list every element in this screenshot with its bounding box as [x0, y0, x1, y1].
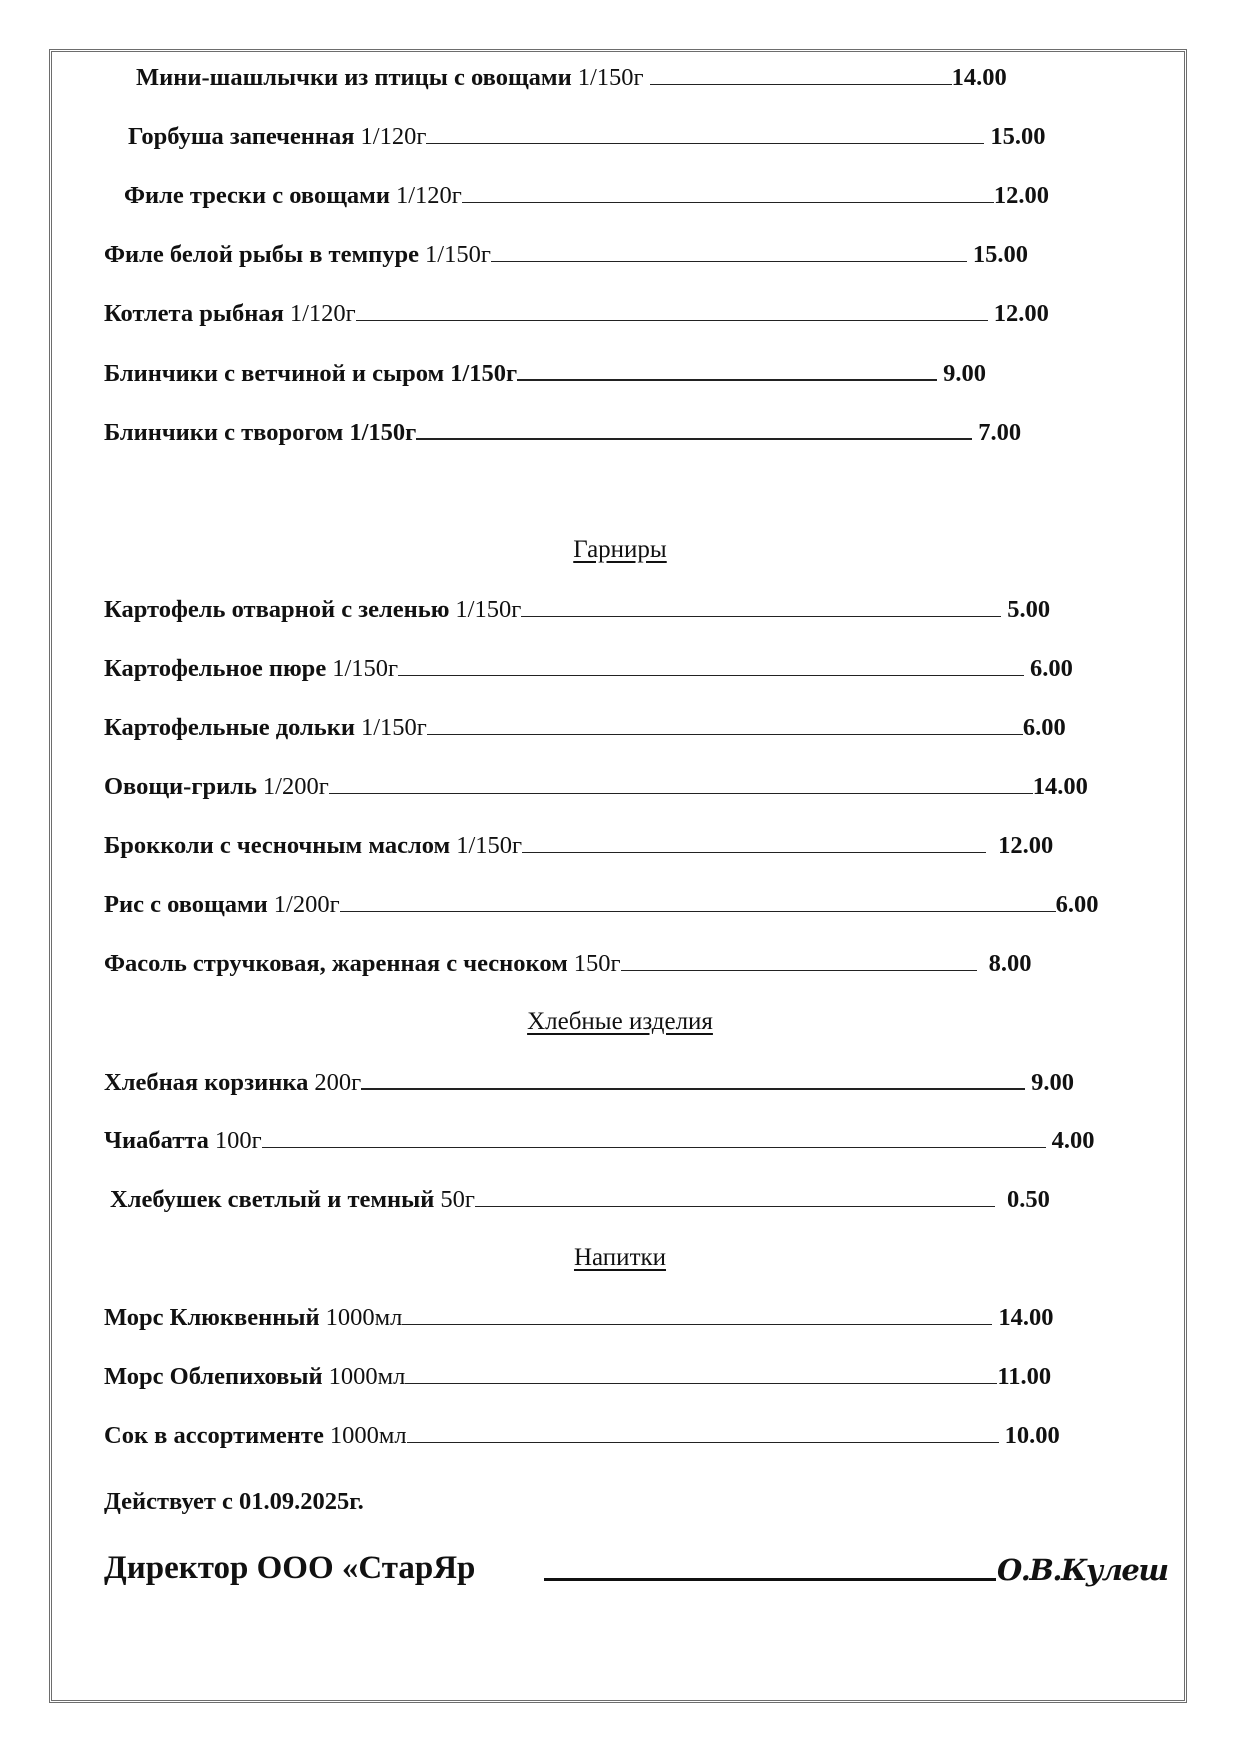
item-weight: 1/150г [456, 832, 523, 859]
menu-item [0, 62, 1007, 92]
item-weight: 1/150г [450, 360, 518, 387]
item-price: 10.00 [1004, 1422, 1060, 1449]
signature-title: Директор ООО «СтарЯр [104, 1550, 476, 1586]
menu-item [0, 357, 986, 387]
item-price: 9.00 [1031, 1069, 1075, 1096]
item-weight: 1/150г [360, 714, 427, 741]
item-price: 14.00 [1032, 773, 1088, 800]
menu-item [0, 1066, 1074, 1096]
item-name: Хлебушек светлый и темный [110, 1186, 435, 1213]
dotted-leader [650, 62, 952, 85]
dotted-leader [416, 416, 972, 440]
dotted-leader [462, 180, 994, 203]
menu-item [0, 594, 1050, 624]
item-name: Брокколи с чесночным маслом [104, 832, 451, 859]
menu-item [0, 889, 1099, 919]
dotted-leader [491, 239, 967, 262]
dotted-leader [427, 712, 1023, 735]
section-title: Гарниры [573, 536, 667, 563]
menu-item [0, 298, 1049, 328]
item-weight: 1000мл [325, 1304, 403, 1331]
item-price: 14.00 [998, 1304, 1054, 1331]
menu-item [0, 712, 1066, 742]
menu-item [0, 1420, 1060, 1450]
menu-item [0, 121, 1046, 151]
item-price: 6.00 [1022, 714, 1066, 741]
item-price: 12.00 [993, 182, 1049, 209]
item-price: 5.00 [1007, 596, 1051, 623]
item-name: Котлета рыбная [104, 300, 284, 327]
item-weight: 1000мл [328, 1363, 406, 1390]
item-price: 12.00 [998, 832, 1054, 859]
dotted-leader [262, 1125, 1046, 1148]
item-weight: 1/200г [262, 773, 329, 800]
item-name: Рис с овощами [104, 891, 268, 918]
item-price: 6.00 [1030, 655, 1073, 682]
item-weight: 100г [214, 1127, 262, 1154]
item-name: Картофельное пюре [104, 655, 327, 682]
signature-block [104, 1546, 1168, 1590]
item-price: 4.00 [1051, 1127, 1095, 1154]
dotted-leader [340, 889, 1056, 912]
item-price: 15.00 [972, 241, 1029, 268]
section-title: Напитки [573, 1244, 667, 1271]
signature-name: О.В.Кулеш [997, 1553, 1168, 1587]
dotted-leader [405, 1361, 997, 1384]
dotted-leader [361, 1066, 1025, 1090]
item-price: 0.50 [1006, 1186, 1050, 1213]
item-weight: 50г [440, 1186, 475, 1213]
item-weight: 1000мл [329, 1422, 407, 1449]
item-weight: 150г [573, 950, 621, 977]
dotted-leader [426, 121, 984, 144]
item-name: Картофель отварной с зеленью [104, 596, 450, 623]
dotted-leader [402, 1302, 992, 1325]
menu-item [0, 1125, 1095, 1155]
item-price: 11.00 [997, 1363, 1052, 1390]
item-price: 14.00 [951, 64, 1007, 91]
item-price: 9.00 [943, 360, 986, 387]
valid-from-text: Действует с 01.09.2025г. [104, 1488, 364, 1515]
item-price: 7.00 [978, 419, 1022, 446]
menu-item [0, 180, 1049, 210]
item-name: Филе трески с овощами [124, 182, 390, 209]
item-name: Овощи-гриль [104, 773, 257, 800]
dotted-leader [398, 653, 1024, 676]
menu-item [0, 830, 1053, 860]
dotted-leader [407, 1420, 999, 1443]
item-price: 6.00 [1055, 891, 1099, 918]
menu-item [0, 1184, 1050, 1214]
item-price: 12.00 [993, 300, 1049, 327]
dotted-leader [521, 594, 1001, 617]
item-weight: 1/150г [455, 596, 522, 623]
item-weight: 1/200г [273, 891, 340, 918]
dotted-leader [621, 948, 977, 971]
section-title: Хлебные изделия [527, 1008, 713, 1035]
dotted-leader [517, 357, 937, 381]
menu-item [0, 771, 1088, 801]
item-name: Блинчики с творогом [104, 419, 344, 446]
item-name: Хлебная корзинка [104, 1069, 309, 1096]
item-name: Мини-шашлычки из птицы с овощами [136, 64, 572, 91]
item-name: Картофельные дольки [104, 714, 355, 741]
item-name: Филе белой рыбы в темпуре [104, 241, 420, 268]
item-name: Горбуша запеченная [128, 123, 355, 150]
item-weight: 1/120г [395, 182, 462, 209]
menu-item [0, 1302, 1053, 1332]
item-weight: 1/120г [289, 300, 356, 327]
dotted-leader [356, 298, 988, 321]
item-name: Чиабатта [104, 1127, 209, 1154]
item-weight: 1/150г [332, 655, 399, 682]
item-name: Сок в ассортименте [104, 1422, 324, 1449]
dotted-leader [475, 1184, 995, 1207]
item-name: Блинчики с ветчиной и сыром [104, 360, 445, 387]
item-price: 15.00 [990, 123, 1046, 150]
item-weight: 1/150г [577, 64, 644, 91]
signature-line [544, 1578, 996, 1581]
dotted-leader [522, 830, 986, 853]
menu-item [0, 1361, 1051, 1391]
item-name: Морс Клюквенный [104, 1304, 320, 1331]
menu-item [0, 239, 1028, 269]
item-name: Фасоль стручковая, жаренная с чесноком [104, 950, 568, 977]
menu-item [0, 653, 1073, 683]
item-price: 8.00 [988, 950, 1032, 977]
menu-item [0, 416, 1021, 446]
item-weight: 1/120г [360, 123, 427, 150]
dotted-leader [329, 771, 1033, 794]
item-weight: 1/150г [349, 419, 417, 446]
item-weight: 200г [314, 1069, 362, 1096]
item-name: Морс Облепиховый [104, 1363, 323, 1390]
item-weight: 1/150г [425, 241, 491, 268]
menu-item [0, 948, 1031, 978]
